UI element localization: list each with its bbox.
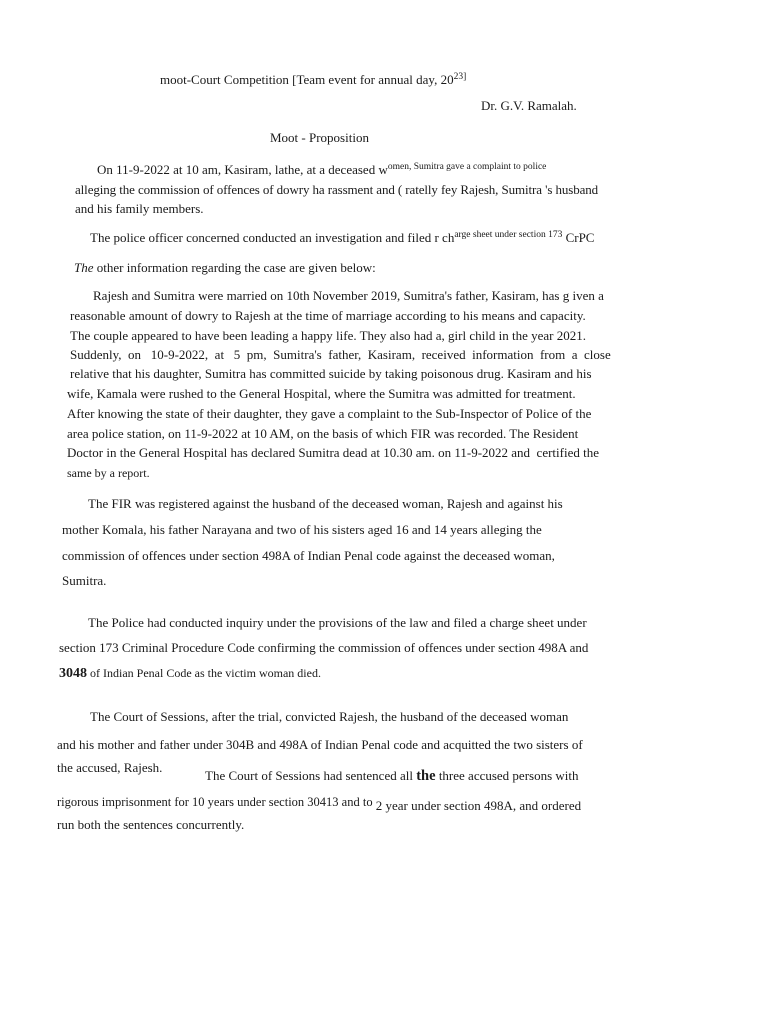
police-line-tail: CrPC	[562, 230, 595, 245]
sessions-line-3b-bold: the	[416, 768, 436, 784]
other-info-line	[74, 260, 376, 276]
title-superscript: 23]	[453, 72, 467, 82]
sessions-line-1: The Court of Sessions, after the trial, convicted Rajesh, the husband of the deceased woman	[90, 709, 569, 724]
fir-line-2: mother Komala, his father Narayana and two of his sisters aged 16 and 14 years alleging the	[62, 522, 542, 537]
police-line-superscript: arge sheet under section 173	[454, 230, 563, 240]
police-line-main: The police officer concerned conducted an investigation and filed r ch	[90, 230, 455, 245]
police-line	[90, 230, 594, 248]
fir-line-4: Sumitra.	[62, 573, 107, 588]
facts-line-6: wife, Kamala were rushed to the General Hospital, where the Sumitra was admitted for treatment.	[67, 386, 576, 401]
facts-line-2: reasonable amount of dowry to Rajesh at the time of marriage according to his means and capacity.	[70, 308, 586, 323]
intro-line-1-main: On 11-9-2022 at 10 am, Kasiram, lathe, at a deceased w	[97, 162, 388, 177]
facts-line-7: After knowing the state of their daughter, they gave a complaint to the Sub-Inspector of Police of the	[67, 406, 592, 421]
facts-line-8: area police station, on 11-9-2022 at 10 AM, on the basis of which FIR was recorded. The Resident	[67, 426, 579, 441]
sessions-line-3: the accused, Rajesh.	[57, 760, 163, 775]
document-title	[160, 72, 466, 90]
intro-line-1-superscript: omen, Sumitra gave a complaint to police	[387, 162, 547, 172]
sessions-line-5: run both the sentences concurrently.	[57, 817, 245, 832]
other-info-rest: other information regarding the case are given below:	[93, 260, 376, 275]
sessions-line-2: and his mother and father under 304B and 498A of Indian Penal code and acquitted the two sisters of	[57, 737, 583, 752]
inquiry-section-number: 3048	[59, 666, 87, 681]
sessions-line-3b	[205, 768, 579, 784]
sessions-line-4	[57, 794, 582, 813]
inquiry-line-1: The Police had conducted inquiry under the provisions of the law and filed a charge sheet under	[88, 615, 587, 630]
facts-line-5: relative that his daughter, Sumitra has committed suicide by taking poisonous drug. Kasiram and his	[70, 366, 592, 381]
fir-line-3: commission of offences under section 498A of Indian Penal code against the deceased woman,	[62, 548, 555, 563]
inquiry-line-3	[59, 665, 321, 682]
intro-line-2: alleging the commission of offences of dowry ha rassment and ( ratelly fey Rajesh, Sumitra 's husband	[75, 182, 599, 197]
intro-line-3: and his family members.	[75, 201, 204, 216]
other-info-lead: The	[74, 260, 94, 275]
sessions-line-4-main: rigorous imprisonment for 10 years under section 30413 and to	[57, 795, 376, 809]
sessions-line-4-rest: 2 year under section 498A, and ordered	[375, 798, 582, 813]
facts-line-10: same by a report.	[67, 466, 150, 480]
facts-line-3: The couple appeared to have been leading a happy life. They also had a, girl child in the year 2021.	[70, 328, 586, 343]
author-name: Dr. G.V. Ramalah.	[481, 98, 577, 113]
subtitle: Moot - Proposition	[270, 130, 369, 145]
sessions-line-3b-main: The Court of Sessions had sentenced all	[205, 768, 417, 783]
intro-line-1	[97, 162, 546, 180]
facts-line-4: Suddenly, on 10-9-2022, at 5 pm, Sumitra's father, Kasiram, received information from a close	[70, 347, 611, 362]
sessions-line-3b-rest: three accused persons with	[435, 768, 579, 783]
inquiry-line-3-rest: of Indian Penal Code as the victim woman died.	[87, 666, 321, 680]
facts-line-9: Doctor in the General Hospital has declared Sumitra dead at 10.30 am. on 11-9-2022 and certified the	[67, 445, 599, 460]
inquiry-line-2: section 173 Criminal Procedure Code confirming the commission of offences under section 498A and	[59, 640, 589, 655]
facts-line-1: Rajesh and Sumitra were married on 10th November 2019, Sumitra's father, Kasiram, has g iven a	[93, 288, 604, 303]
title-main: moot-Court Competition [Team event for annual day, 20	[160, 72, 454, 87]
fir-line-1: The FIR was registered against the husband of the deceased woman, Rajesh and against his	[88, 496, 563, 511]
